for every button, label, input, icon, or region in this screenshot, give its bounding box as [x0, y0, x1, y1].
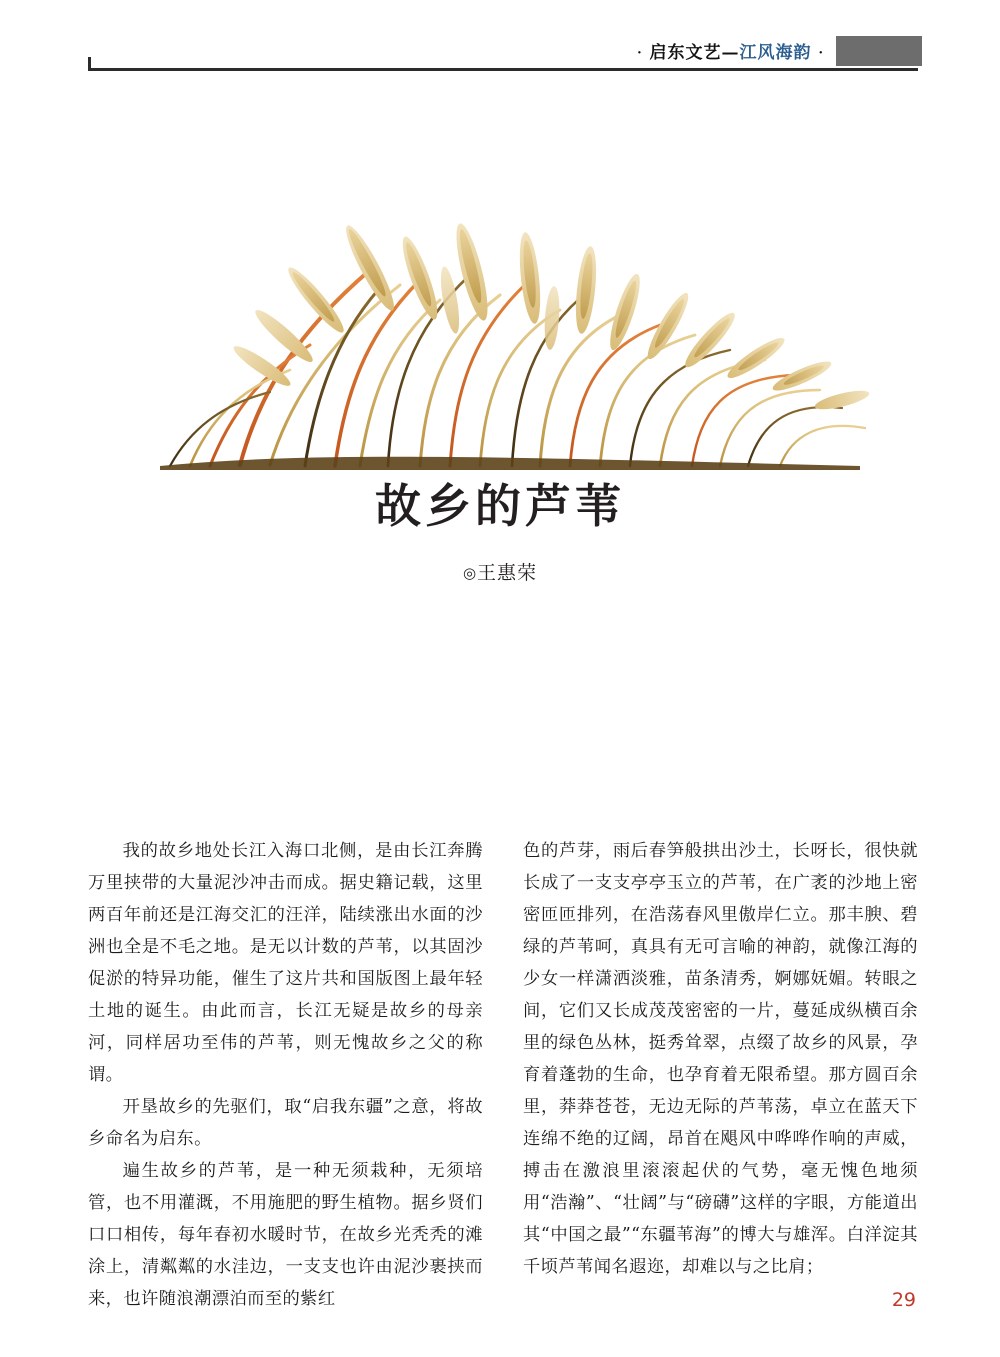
paragraph: 我的故乡地处长江入海口北侧，是由长江奔腾万里挟带的大量泥沙冲击而成。据史籍记载，这里两百年前还是江海交汇的汪洋，陆续涨出水面的沙洲也全是不毛之地。是无以计数的芦苇，以其固沙促淤的特异功能，催生了这片共和国版图上最年轻土地的诞生。由此而言，长江无疑是故乡的母亲河，同样居功至伟的芦苇，则无愧故乡之父的称谓。 [88, 841, 483, 1085]
running-head-right-dot: · [818, 46, 824, 61]
header-rule-tick [88, 57, 91, 71]
running-head [637, 38, 824, 63]
running-head-accent: 江风海韵 [739, 43, 812, 63]
page-header [88, 36, 920, 70]
right-column [523, 835, 918, 1277]
paragraph: 开垦故乡的先驱们，取“启我东疆”之意，将故乡命名为启东。 [88, 1097, 483, 1149]
page-title: 故乡的芦苇 [375, 479, 625, 533]
running-head-brand: 启东文艺 [649, 43, 722, 63]
paragraph: 遍生故乡的芦苇，是一种无须栽种，无须培管，也不用灌溉，不用施肥的野生植物。据乡贤们口口相传，每年春初水暖时节，在故乡光秃秃的滩涂上，清粼粼的水洼边，一支支也许由泥沙裹挟而来，也许随浪潮漂泊而至的紫红 [88, 1161, 483, 1309]
byline-mark-icon: ◎ [462, 564, 478, 582]
paragraph: 色的芦芽，雨后春笋般拱出沙土，长呀长，很快就长成了一支支亭亭玉立的芦苇，在广袤的沙地上密密匝匝排列，在浩荡春风里傲岸仁立。那丰腴、碧绿的芦苇呵，真具有无可言喻的神韵，就像江海的少女一样潇洒淡雅，苗条清秀，婀娜妩媚。转眼之间，它们又长成茂茂密密的一片，蔓延成纵横百余里的绿色丛林，挺秀耸翠，点缀了故乡的风景，孕育着蓬勃的生命，也孕育着无限希望。那方圆百余里，莽莽苍苍，无边无际的芦苇荡，卓立在蓝天下连绵不绝的辽阔，昂首在飓风中哗哗作响的声威，搏击在激浪里滚滚起伏的气势，毫无愧色地须用“浩瀚”、“壮阔”与“磅礴”这样的字眼，方能道出其“中国之最”“东疆苇海”的博大与雄浑。白洋淀其千顷芦苇闻名遐迩，却难以与之比肩； [523, 841, 918, 1277]
byline [0, 558, 1000, 585]
running-head-left-dot: · [637, 46, 643, 61]
header-rule [88, 68, 918, 71]
byline-author: 王惠荣 [477, 562, 538, 584]
left-column [88, 835, 483, 1309]
header-gray-block [836, 36, 922, 66]
page-number: 29 [891, 1289, 916, 1311]
reed-grass-illustration [120, 150, 880, 470]
running-head-separator: — [721, 43, 740, 63]
